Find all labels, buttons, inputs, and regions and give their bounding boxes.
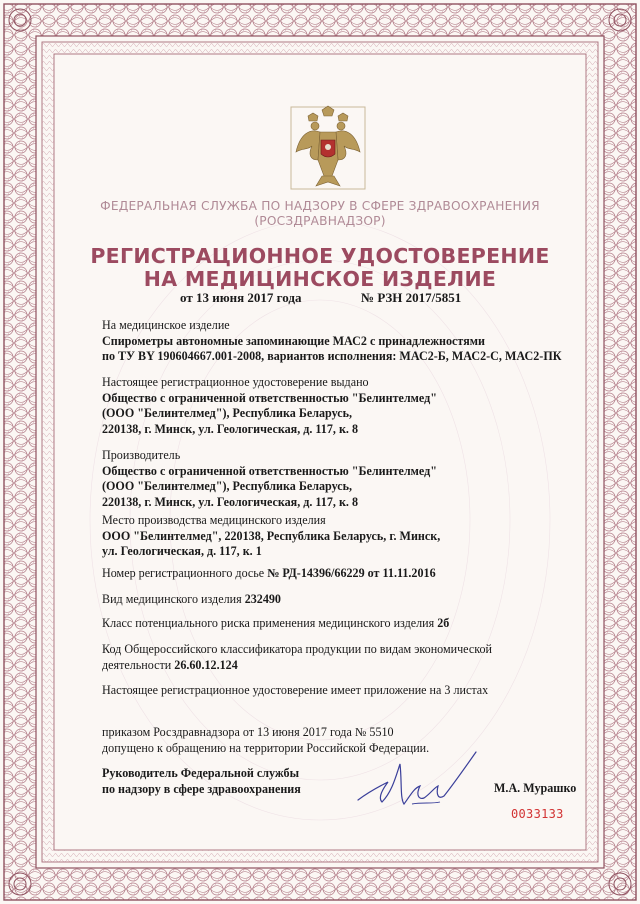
- issued-to-line1: Общество с ограниченной ответственностью "Белинтелмед": [102, 390, 437, 405]
- device-name-line2: по ТУ BY 190604667.001-2008, вариантов исполнения: МАС2-Б, МАС2-С, МАС2-ПК: [102, 349, 562, 363]
- signatory-title: [102, 766, 301, 797]
- device-type-label: Вид медицинского изделия: [102, 592, 242, 606]
- risk-class-label: Класс потенциального риска применения медицинского изделия: [102, 616, 435, 630]
- document-title-line2: НА МЕДИЦИНСКОЕ ИЗДЕЛИЕ: [143, 267, 497, 291]
- issued-to-line3: 220138, г. Минск, ул. Геологическая, д. 117, к. 8: [102, 421, 359, 436]
- device-type-section: [102, 592, 281, 608]
- agency-name-line2: (РОСЗДРАВНАДЗОР): [254, 214, 386, 228]
- okpd-label-line1: Код Общероссийского классификатора продукции по видам экономической: [102, 642, 493, 656]
- risk-class-section: [102, 616, 449, 632]
- manufacturer-label: Производитель: [102, 448, 181, 462]
- russian-coat-of-arms-icon: [288, 104, 368, 192]
- registration-date: от 13 июня 2017 года: [180, 290, 302, 305]
- order-line2: допущено к обращению на территории Российской Федерации.: [102, 740, 430, 755]
- agency-name-line1: ФЕДЕРАЛЬНАЯ СЛУЖБА ПО НАДЗОРУ В СФЕРЕ ЗДРАВООХРАНЕНИЯ: [100, 199, 540, 213]
- dossier-value: № РД-14396/66229 от 11.11.2016: [267, 566, 436, 580]
- production-site-section: [102, 513, 440, 560]
- production-site-line1: ООО "Белинтелмед", 220138, Республика Беларусь, г. Минск,: [102, 528, 441, 543]
- manufacturer-section: [102, 448, 437, 510]
- production-site-label: Место производства медицинского изделия: [102, 513, 326, 527]
- appendix-text: Настоящее регистрационное удостоверение имеет приложение на 3 листах: [102, 683, 489, 697]
- dossier-section: [102, 566, 436, 582]
- production-site-line2: ул. Геологическая, д. 117, к. 1: [102, 544, 262, 558]
- issued-to-section: [102, 375, 437, 437]
- device-name-line1: Спирометры автономные запоминающие МАС2 с принадлежностями: [102, 333, 485, 348]
- manufacturer-line2: (ООО "Белинтелмед"), Республика Беларусь,: [102, 479, 353, 493]
- risk-class-value: 2б: [437, 616, 450, 630]
- serial-number: 0033133: [511, 807, 564, 821]
- okpd-label-line2: деятельности: [102, 657, 172, 672]
- registration-number: № РЗН 2017/5851: [361, 290, 462, 305]
- appendix-note: [102, 683, 488, 699]
- document-title-line1: РЕГИСТРАЦИОННОЕ УДОСТОВЕРЕНИЕ: [90, 244, 550, 268]
- device-type-value: 232490: [244, 592, 281, 606]
- agency-name: [70, 199, 570, 229]
- okpd-value: 26.60.12.124: [174, 657, 238, 672]
- handwritten-signature: [352, 742, 492, 822]
- device-label: На медицинское изделие: [102, 318, 230, 332]
- signatory-name: М.А. Мурашко: [494, 781, 577, 795]
- signatory-title-line2: по надзору в сфере здравоохранения: [102, 781, 301, 796]
- device-section: [102, 318, 562, 365]
- okpd-section: [102, 642, 492, 673]
- signatory-title-line1: Руководитель Федеральной службы: [102, 766, 300, 780]
- order-line1: приказом Росздравнадзора от 13 июня 2017 года № 5510: [102, 725, 394, 739]
- issued-to-label: Настоящее регистрационное удостоверение выдано: [102, 375, 369, 389]
- manufacturer-line1: Общество с ограниченной ответственностью "Белинтелмед": [102, 463, 437, 478]
- manufacturer-line3: 220138, г. Минск, ул. Геологическая, д. 117, к. 8: [102, 494, 359, 509]
- issued-to-line2: (ООО "Белинтелмед"), Республика Беларусь,: [102, 406, 353, 420]
- signatory-name-block: [494, 781, 576, 797]
- dossier-label: Номер регистрационного досье: [102, 566, 265, 580]
